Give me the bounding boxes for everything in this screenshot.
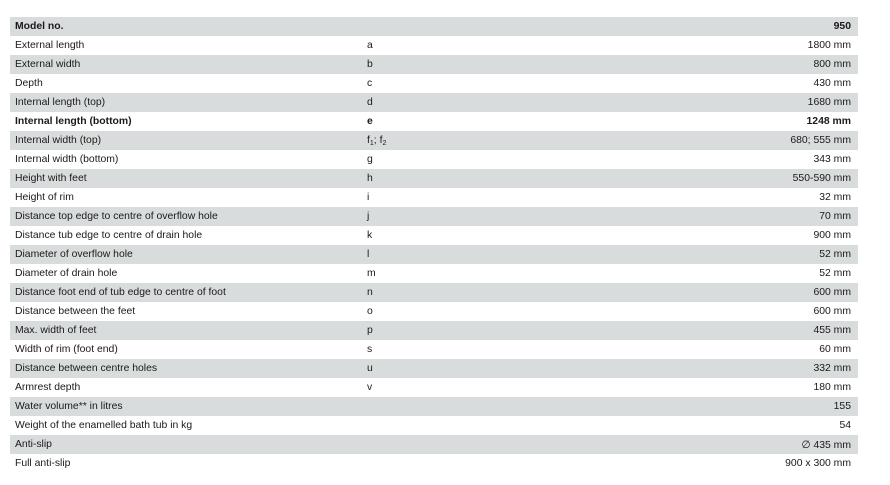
parameter-label: Anti-slip: [15, 439, 52, 450]
table-row: [10, 36, 858, 55]
table-row: [10, 93, 858, 112]
dimension-symbol: c: [367, 78, 373, 89]
table-row: [10, 55, 858, 74]
parameter-value: 900 mm: [813, 230, 851, 241]
spec-table: [10, 17, 858, 473]
table-row: [10, 150, 858, 169]
dimension-symbol: g: [367, 154, 373, 165]
parameter-label: Internal length (top): [15, 97, 106, 108]
parameter-label: Model no.: [15, 21, 64, 32]
dimension-symbol: j: [367, 211, 370, 222]
dimension-symbol: m: [367, 268, 376, 279]
table-row: [10, 397, 858, 416]
parameter-label: Distance tub edge to centre of drain hole: [15, 230, 203, 241]
dimension-symbol: e: [367, 116, 373, 127]
parameter-value: 600 mm: [813, 287, 851, 298]
table-row: [10, 169, 858, 188]
dimension-symbol: i: [367, 192, 370, 203]
parameter-value: 60 mm: [819, 344, 851, 355]
parameter-label: Water volume** in litres: [15, 401, 123, 412]
parameter-label: Distance top edge to centre of overflow hole: [15, 211, 218, 222]
parameter-value: 52 mm: [819, 268, 851, 279]
table-row: [10, 340, 858, 359]
dimension-symbol: a: [367, 40, 373, 51]
dimension-symbol: b: [367, 59, 373, 70]
table-row: [10, 302, 858, 321]
parameter-value: 1800 mm: [807, 40, 851, 51]
parameter-label: Full anti-slip: [15, 458, 71, 469]
table-row: [10, 226, 858, 245]
parameter-value: 180 mm: [813, 382, 851, 393]
parameter-value: 680; 555 mm: [790, 135, 851, 146]
dimension-symbol: n: [367, 287, 373, 298]
parameter-label: External length: [15, 40, 85, 51]
parameter-label: External width: [15, 59, 81, 70]
dimension-symbol: k: [367, 230, 373, 241]
parameter-value: 70 mm: [819, 211, 851, 222]
parameter-value: 343 mm: [813, 154, 851, 165]
parameter-value: 800 mm: [813, 59, 851, 70]
parameter-value: 600 mm: [813, 306, 851, 317]
parameter-label: Internal width (top): [15, 135, 102, 146]
table-row: [10, 454, 858, 473]
parameter-label: Armrest depth: [15, 382, 81, 393]
parameter-value: 332 mm: [813, 363, 851, 374]
table-row: [10, 378, 858, 397]
dimension-symbol: h: [367, 173, 373, 184]
table-row: [10, 321, 858, 340]
table-row: [10, 207, 858, 226]
dimension-symbol: d: [367, 97, 373, 108]
dimension-symbol: l: [367, 249, 370, 260]
parameter-value: 54: [839, 420, 851, 431]
parameter-value: 900 x 300 mm: [785, 458, 851, 469]
parameter-label: Diameter of overflow hole: [15, 249, 133, 260]
parameter-label: Max. width of feet: [15, 325, 97, 336]
dimension-symbol: p: [367, 325, 373, 336]
parameter-label: Internal length (bottom): [15, 116, 132, 127]
dimension-symbol: o: [367, 306, 373, 317]
parameter-label: Width of rim (foot end): [15, 344, 118, 355]
table-row: [10, 435, 858, 454]
parameter-label: Distance between centre holes: [15, 363, 158, 374]
parameter-value: 550-590 mm: [792, 173, 851, 184]
parameter-value: 1248 mm: [806, 116, 851, 127]
parameter-value: 32 mm: [819, 192, 851, 203]
parameter-label: Diameter of drain hole: [15, 268, 118, 279]
table-row: [10, 112, 858, 131]
parameter-label: Distance foot end of tub edge to centre of foot: [15, 287, 226, 298]
table-row: [10, 17, 858, 36]
table-row: [10, 416, 858, 435]
parameter-label: Weight of the enamelled bath tub in kg: [15, 420, 193, 431]
parameter-value: 155: [833, 401, 851, 412]
table-row: [10, 283, 858, 302]
parameter-label: Depth: [15, 78, 43, 89]
parameter-value: 1680 mm: [807, 97, 851, 108]
parameter-value: 430 mm: [813, 78, 851, 89]
parameter-value: 455 mm: [813, 325, 851, 336]
parameter-value: ∅ 435 mm: [801, 439, 851, 451]
dimension-symbol: u: [367, 363, 373, 374]
parameter-label: Height with feet: [15, 173, 87, 184]
parameter-label: Internal width (bottom): [15, 154, 119, 165]
parameter-label: Height of rim: [15, 192, 74, 203]
dimension-symbol: v: [367, 382, 373, 393]
table-row: [10, 264, 858, 283]
table-row: [10, 74, 858, 93]
table-row: [10, 245, 858, 264]
parameter-value: 52 mm: [819, 249, 851, 260]
dimension-symbol: $f_1$; $f_2$: [367, 134, 387, 147]
table-row: [10, 359, 858, 378]
parameter-value: 950: [833, 21, 851, 32]
dimension-symbol: s: [367, 344, 373, 355]
table-row: [10, 188, 858, 207]
table-row: [10, 131, 858, 150]
parameter-label: Distance between the feet: [15, 306, 136, 317]
